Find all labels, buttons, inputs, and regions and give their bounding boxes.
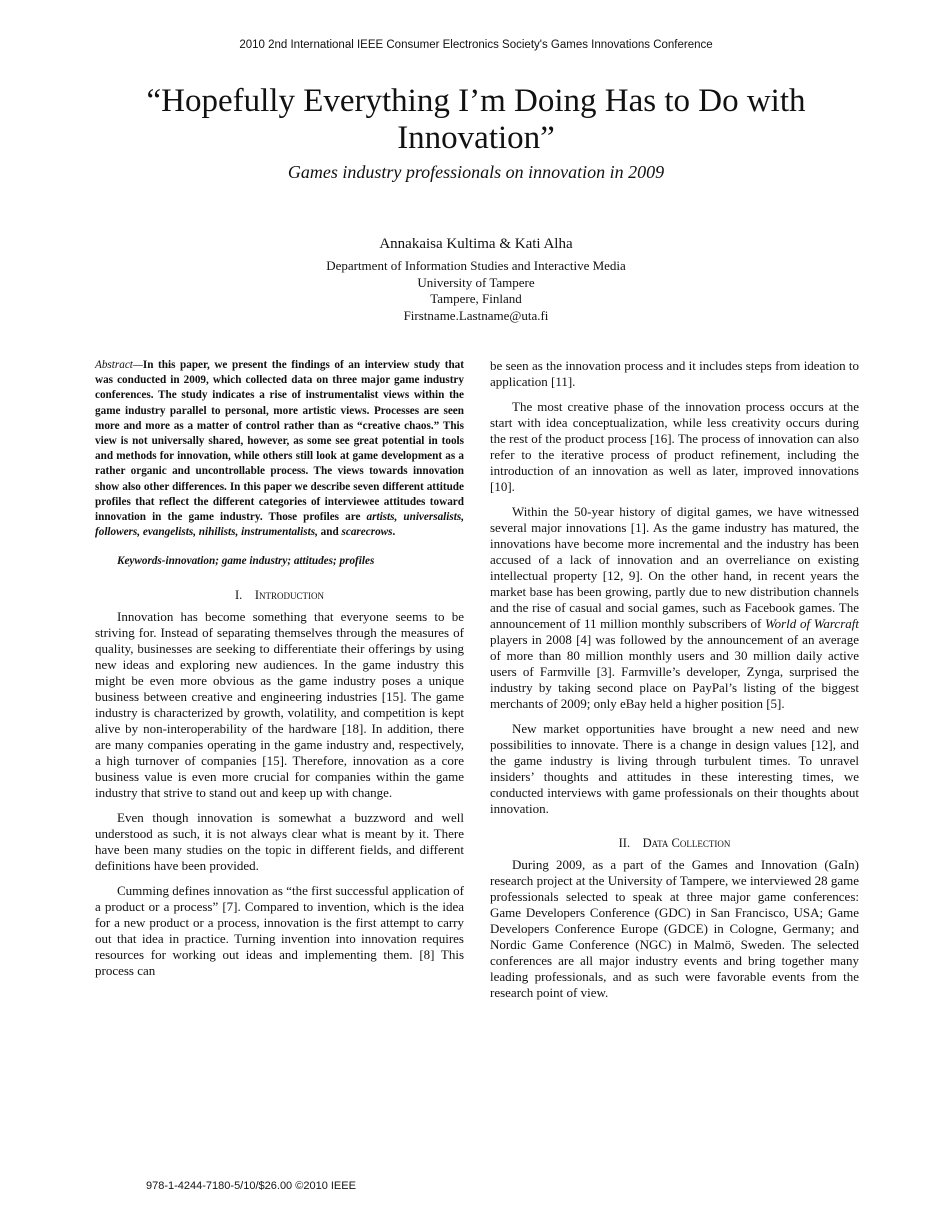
paragraph-text: Within the 50-year history of digital games, we have witnessed several major innovations [1]. As the game industry has matured, the innovations have become more incremental and the industry has been accused of a lack of innovation and an overreliance on existing intellectual property [12, 9]. On the other hand, in recent years the market base has been growing, partly due to new distribution channels and the rise of casual and social games, such as Facebook games. The announcement of 11 million monthly subscribers of [490, 504, 859, 631]
paragraph: Innovation has become something that everyone seems to be striving for. Instead of separating themselves through the measures of quality, businesses are seeking to differentiate their offerings by using new ideas and exploring new audiences. In the game industry this might be even more obvious as the game industry poses a unique business between creative and engineering industries [15]. The game industry is characterized by growth, volatility, and competition is kept alive by non-interoperability of the hardware [18]. In addition, there are many companies operating in the game industry and, respectively, a high turnover of companies [15]. Therefore, innovation as a core business value is even more crucial for companies within the game industry that strive to stand out and keep up with change. [95, 609, 464, 801]
section-heading-introduction [95, 587, 464, 603]
paragraph-text: players in 2008 [4] was followed by the announcement of an average of more than 80 million monthly users and 30 million daily active users of Farmville [3]. Farmville’s developer, Zynga, surprised the industry by taking second place on PayPal’s listing of the biggest merchants of 2009; only eBay held a higher position [5]. [490, 632, 859, 711]
left-column [95, 358, 464, 979]
section-number: I. [235, 588, 243, 603]
paragraph [490, 504, 859, 712]
section-first-letter: D [642, 836, 652, 850]
affiliation-department: Department of Information Studies and Interactive Media [326, 258, 626, 273]
abstract-and: and [317, 526, 342, 539]
right-column [490, 358, 859, 1001]
section-first-letter: I [254, 588, 259, 603]
copyright-footer: 978-1-4244-7180-5/10/$26.00 ©2010 IEEE [146, 1180, 356, 1192]
section-title-rest: ntroduction [258, 588, 324, 603]
game-title: World of Warcraft [764, 616, 859, 631]
paper-title: “Hopefully Everything I’m Doing Has to Do with Innovation” [146, 83, 806, 156]
section-heading-data-collection [490, 835, 859, 851]
abstract-profiles: artists, universalists, followers, evangelists, nihilists, instrumentalists, [95, 511, 464, 539]
conference-header: 2010 2nd International IEEE Consumer Electronics Society's Games Innovations Conference [239, 39, 713, 51]
paragraph: Cumming defines innovation as “the first successful application of a product or a process” [7]. Compared to invention, which is the idea for a new product or a process, innovation is the first attempt to carry out that idea in practice. Turning invention into innovation requires resources for working out ideas and implementing them. [8] This process can [95, 883, 464, 979]
section-title-rest: ata [651, 836, 672, 850]
keywords: Keywords-innovation; game industry; attitudes; profiles [117, 555, 375, 568]
paragraph: be seen as the innovation process and it includes steps from ideation to application [11]. [490, 358, 859, 389]
paragraph: During 2009, as a part of the Games and Innovation (GaIn) research project at the University of Tampere, we interviewed 28 game professionals selected to speak at three major game conferences: Game Developers Conference (GDC) in San Francisco, USA; Game Developers Conference Europe (GDCE) in Cologne, Germany; and Nordic Game Conference (NGC) in Malmö, Sweden. The selected conferences are all major industry events and bring together many leading professionals, and as such were favorable events from the research point of view. [490, 857, 859, 1000]
paragraph: Even though innovation is somewhat a buzzword and well understood as such, it is not always clear what is meant by it. There have been many studies on the topic in different fields, and different definitions have been provided. [95, 810, 464, 874]
authors: Annakaisa Kultima & Kati Alha [379, 236, 573, 252]
paper-subtitle: Games industry professionals on innovation in 2009 [287, 162, 665, 182]
abstract-body: In this paper, we present the findings of an interview study that was conducted in 2009, which collected data on three major game industry conferences. The study indicates a rise of instrumentalist views within the game industry parallel to personal, more artistic views. Processes are seen more and more as a matter of control rather than as “creative chaos.” This view is not universally shared, however, as some see great potential in tools and methods for innovation, while others still look at game development as a rather organic and uncontrollable process. The views towards innovation show also other differences. In this paper we describe seven different attitude profiles that reflect the different categories of interviewee attitudes toward innovation in the game industry. Those profiles are [95, 359, 464, 524]
affiliation-university: University of Tampere [417, 274, 535, 290]
section-first-letter: C [671, 836, 680, 850]
abstract-last-profile: scarecrows [341, 526, 393, 539]
section-title-rest: ollection [679, 836, 731, 850]
affiliation-email: Firstname.Lastname@uta.fi [403, 307, 549, 323]
abstract [95, 358, 464, 540]
abstract-end: . [392, 526, 396, 539]
paragraph: The most creative phase of the innovation process occurs at the start with idea conceptualization, while less creativity occurs during the rest of the product process [16]. The process of innovation can also refer to the iterative process of product refinement, including the introduction of an innovation as well as later, improved innovations [10]. [490, 399, 859, 494]
affiliation-location: Tampere, Finland [430, 291, 522, 306]
paragraph: New market opportunities have brought a new need and new possibilities to innovate. There is a change in design values [12], and the game industry is living through turbulent times. To unravel insiders’ thoughts and attitudes in these interesting times, we conducted interviews with game professionals on their thoughts about innovation. [490, 721, 859, 816]
section-number: II. [618, 836, 631, 850]
affiliation [0, 258, 952, 324]
abstract-lead: Abstract— [95, 359, 143, 371]
